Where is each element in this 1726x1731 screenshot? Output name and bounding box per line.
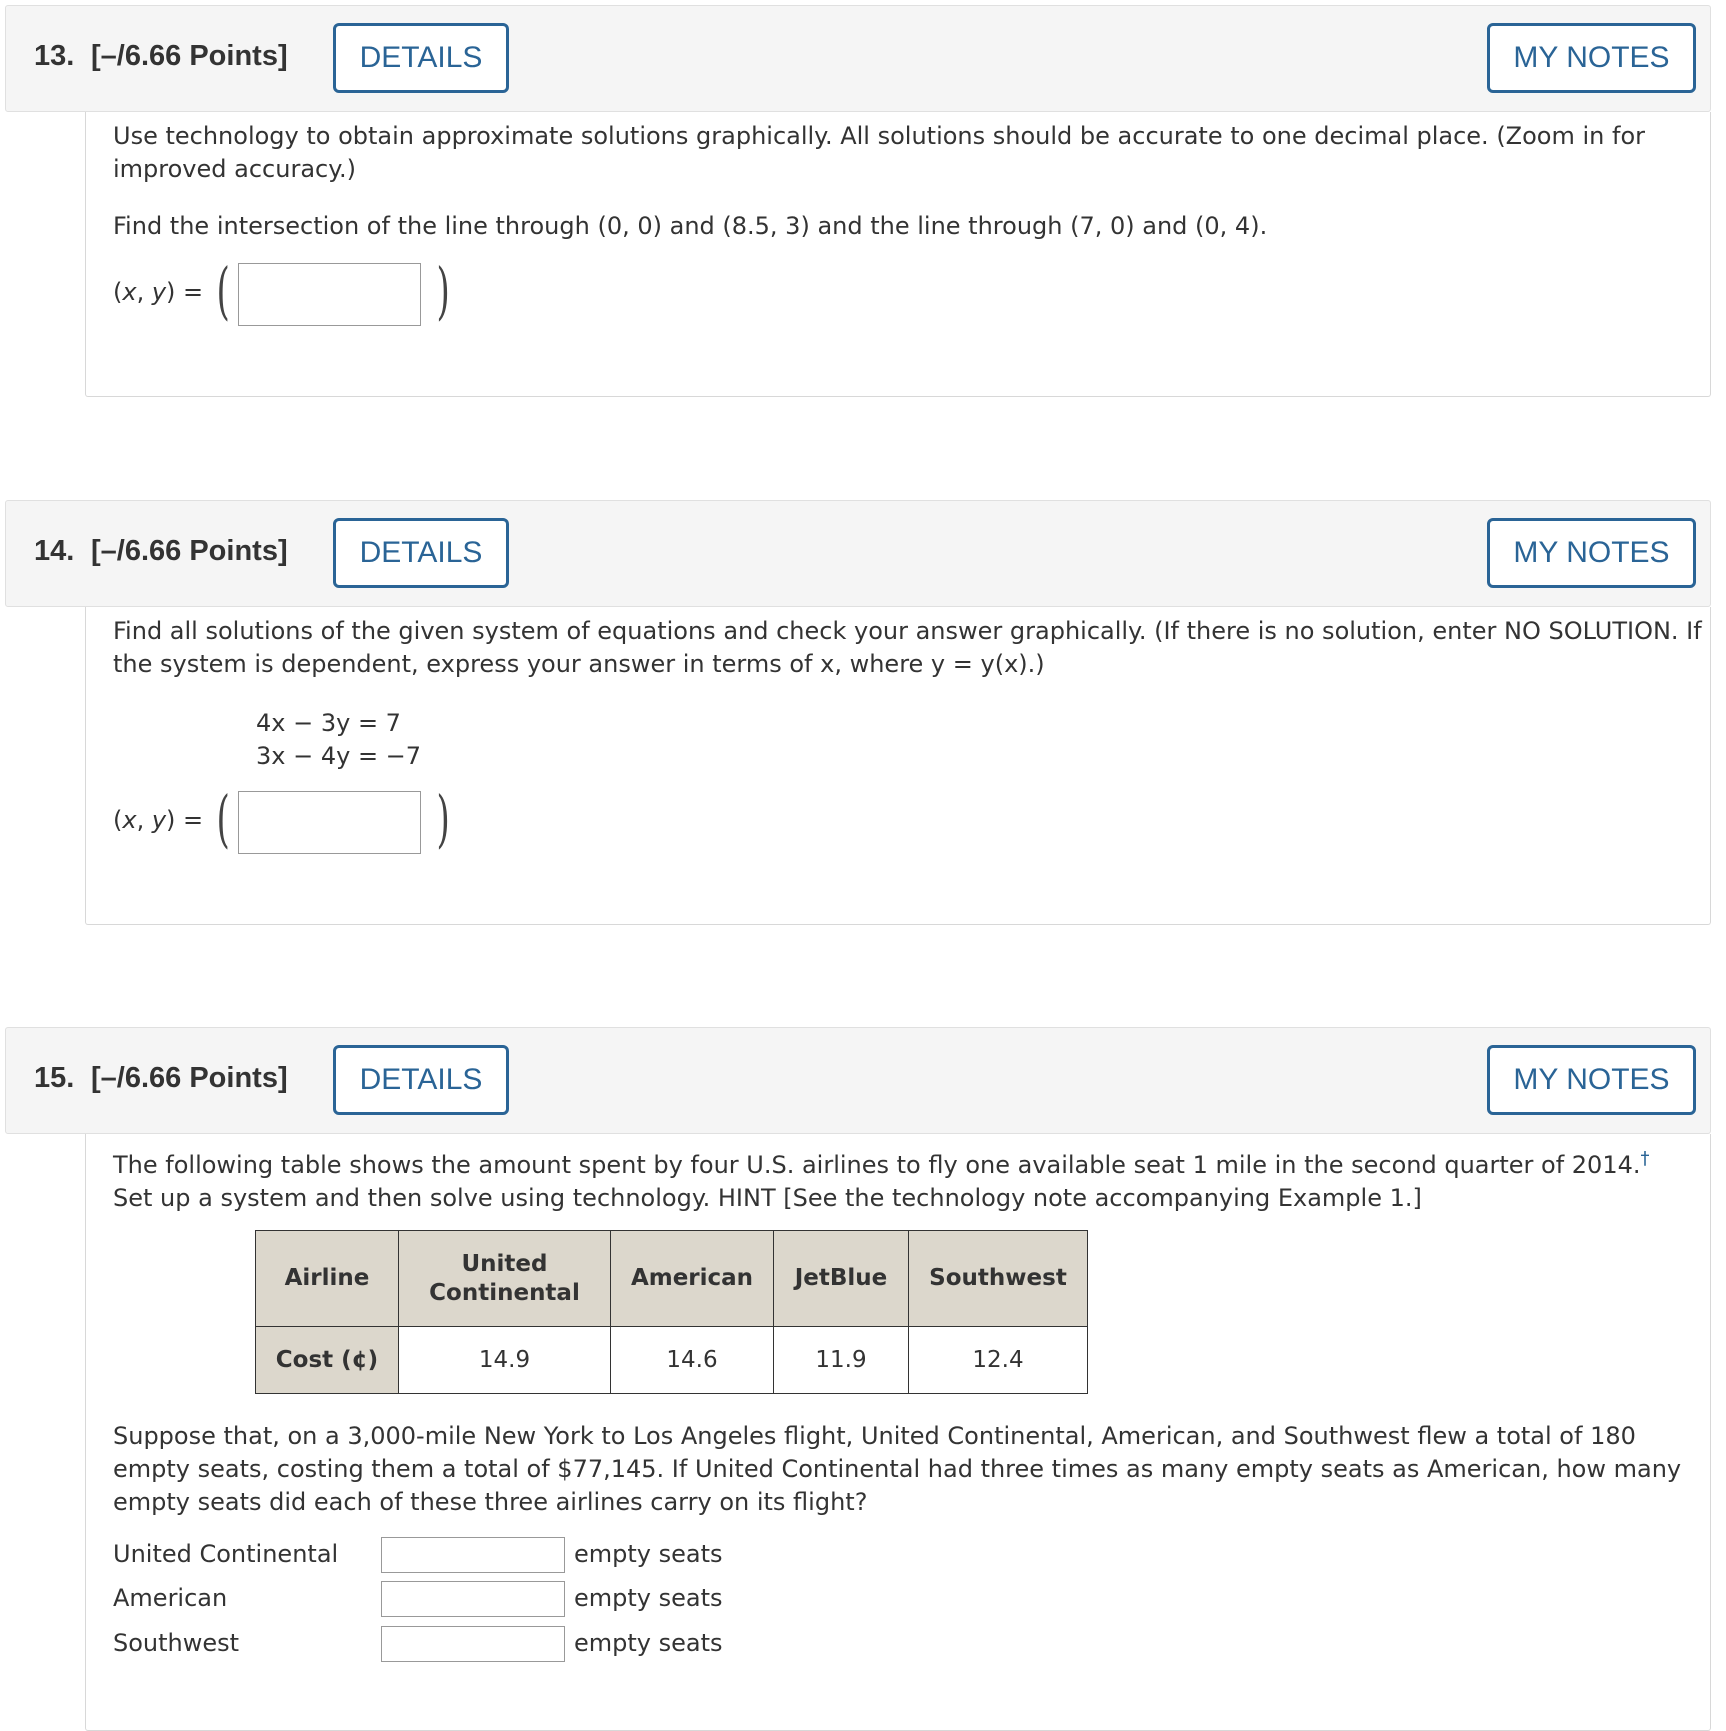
question-points: [–/6.66 Points] [91,1062,288,1094]
answer-label: Southwest [113,1629,240,1657]
question-number: 15. [34,1062,75,1094]
answer-label: (x, y) = [113,278,204,306]
right-paren: ) [436,254,450,327]
question-header [5,500,1711,607]
equation-2: 3x − 4y = −7 [256,742,422,770]
question-header [5,1027,1711,1134]
american-seats-input[interactable] [381,1581,565,1617]
question-instructions [113,615,1703,681]
details-button[interactable]: DETAILS [333,1045,509,1115]
question-body [85,112,1711,397]
table-header-cell: Airline [256,1231,399,1327]
united-seats-input[interactable] [381,1537,565,1573]
table-header-cell: JetBlue [774,1231,909,1327]
answer-label: United Continental [113,1540,339,1568]
southwest-seats-input[interactable] [381,1626,565,1662]
answer-unit: empty seats [574,1584,723,1612]
table-row-label: Cost (¢) [256,1327,399,1394]
question-instructions [113,1142,1703,1215]
table-header-row [256,1231,1088,1327]
my-notes-button[interactable]: MY NOTES [1487,1045,1696,1115]
answer-label: American [113,1584,228,1612]
question-points: [–/6.66 Points] [91,535,288,567]
left-paren: ( [216,254,230,327]
question-prompt: Find the intersection of the line through (0, 0) and (8.5, 3) and the line through (7, 0) and (0, 4). [113,212,1268,240]
question-points: [–/6.66 Points] [91,40,288,72]
my-notes-button[interactable]: MY NOTES [1487,518,1696,588]
question-header [5,5,1711,112]
instructions-text: Find all solutions of the given system of equations and check your answer graphically. (If there is no solution, enter NO SOLUTION. If the system is dependent, express your answer in terms of x, where y = y(x).) [113,617,1702,678]
table-header-cell: United Continental [399,1231,611,1327]
question-number: 14. [34,535,75,567]
answer-input[interactable] [238,263,421,326]
footnote-link[interactable]: † [1640,1148,1650,1169]
table-cell: 11.9 [774,1327,909,1394]
left-paren: ( [216,782,230,855]
instructions-text: The following table shows the amount spent by four U.S. airlines to fly one available seat 1 mile in the second quarter of 2014. [113,1151,1641,1179]
answer-unit: empty seats [574,1540,723,1568]
table-header-cell: American [611,1231,774,1327]
question-instructions: Use technology to obtain approximate solutions graphically. All solutions should be accurate to one decimal place. (Zoom in for improved accuracy.) [113,122,1646,183]
table-cell: 12.4 [909,1327,1088,1394]
table-cell: 14.6 [611,1327,774,1394]
table-header-cell: Southwest [909,1231,1088,1327]
equation-1: 4x − 3y = 7 [256,709,401,737]
right-paren: ) [436,782,450,855]
airline-cost-table [255,1230,1088,1394]
table-row [256,1327,1088,1394]
answer-unit: empty seats [574,1629,723,1657]
question-number: 13. [34,40,75,72]
details-button[interactable]: DETAILS [333,23,509,93]
question-prompt: Suppose that, on a 3,000-mile New York to Los Angeles flight, United Continental, American, and Southwest flew a total of 180 empty seats, costing them a total of $77,145. If United Continental had three times as many empty seats as American, how many empty seats did each of these three airlines carry on its flight? [113,1422,1682,1516]
answer-input[interactable] [238,791,421,854]
my-notes-button[interactable]: MY NOTES [1487,23,1696,93]
details-button[interactable]: DETAILS [333,518,509,588]
answer-label: (x, y) = [113,806,204,834]
table-cell: 14.9 [399,1327,611,1394]
question-body [85,607,1711,925]
question-body [85,1134,1711,1731]
hint-text: Set up a system and then solve using technology. HINT [See the technology note accompanying Example 1.] [113,1184,1422,1212]
